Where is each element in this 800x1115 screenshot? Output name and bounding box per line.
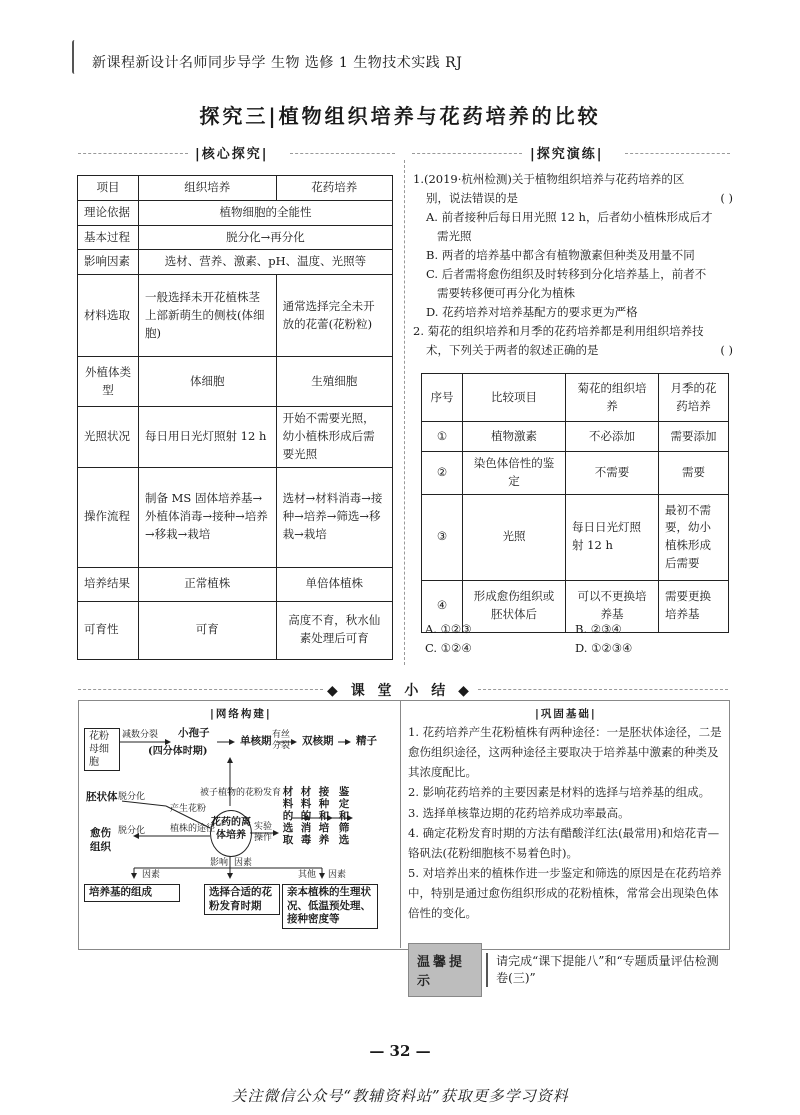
tip-badge: 温馨提示 [408,943,482,997]
factor-label: 因素 [234,858,253,868]
cell: ① [422,422,463,452]
table-row [78,275,393,357]
cell: 脱分化→再分化 [139,225,393,250]
cell: 不需要 [566,452,659,495]
microspore-label: 小孢子 [174,726,214,742]
step-material-selection: 材料的选取 [282,786,294,847]
mitosis-label: 有丝分裂 [272,730,291,751]
cell: 单倍体植株 [276,567,392,601]
questions-area [413,170,733,360]
summary-title: ◆ 课 堂 小 结 ◆ [327,683,473,699]
network-label: |网络构建| [210,708,272,720]
summary-divider [400,700,401,948]
cell: 需要 [659,452,729,495]
q1-option-d[interactable]: D. 花药培养对培养基配方的要求更为严格 [426,304,638,319]
row-label: 理论依据 [78,200,139,225]
factor-label: 因素 [142,870,161,880]
cell: 通常选择完全未开放的花蕾(花粉粒) [276,275,392,357]
cell: 形成愈伤组织或胚状体后 [463,580,566,632]
cell: 可以不更换培养基 [566,580,659,632]
table-header-row [422,374,729,422]
tetrad-label: (四分体时期) [148,746,208,757]
table-row [78,225,393,250]
basics-label: |巩固基础| [535,708,597,720]
cell: 光照 [463,494,566,580]
cell: 需要添加 [659,422,729,452]
core-inquiry-label: |核心探究| [195,147,269,162]
answer-blank[interactable]: ( ) [720,190,733,205]
table-row [78,601,393,659]
step-identification-screening: 鉴定和筛选 [338,786,350,847]
divider [78,153,188,154]
list-item: 3. 选择单核靠边期的花药培养成功率最高。 [408,805,630,820]
divider [290,153,395,154]
cell: 开始不需要光照，幼小植株形成后需要光照 [276,407,392,467]
row-label: 影响因素 [78,250,139,275]
pollen-mother-cell-box: 花粉母细胞 [84,728,120,771]
step-material-disinfection: 材料的消毒 [300,786,312,847]
q2-options [425,620,725,658]
binucleate-label: 双核期 [298,734,338,750]
divider [412,153,522,154]
q2-table [421,373,729,633]
row-label: 基本过程 [78,225,139,250]
list-item: 2. 影响花药培养的主要因素是材料的选择与培养基的组成。 [408,785,711,800]
q1-option-a[interactable]: A. 前者接种后每日用光照 12 h，后者幼小植株形成后才 [426,209,713,224]
footer-note: 关注微信公众号“教辅资料站”获取更多学习资料 [231,1087,569,1105]
anther-culture-center: 花药的离体培养 [210,810,252,857]
table-row [422,422,729,452]
list-item: 4. 确定花粉发育时期的方法有醋酸洋红法(最常用)和焙花青—铬矾法(花粉细胞核不易着色时)。 [408,825,720,860]
table-row [78,250,393,275]
table-row [78,567,393,601]
cell: 植物细胞的全能性 [139,200,393,225]
option-row [425,639,725,658]
row-label: 外植体类型 [78,357,139,407]
q1-option-c-cont: 需要转移便可再分化为植株 [437,285,575,300]
table-row [422,494,729,580]
option-row [425,620,725,639]
produce-pollen-label: 产生花粉 [170,804,207,814]
cell: ③ [422,494,463,580]
cell: 每日用日光灯照射 12 h [139,407,277,467]
row-label: 可育性 [78,601,139,659]
cell: 选材、营养、激素、pH、温度、光照等 [139,250,393,275]
column-divider [404,160,405,665]
warm-tip [408,952,726,988]
other-label: 其他 [298,870,317,880]
pollen-development-label: 被子植物的花粉发育 [200,788,282,798]
factor-label: 因素 [328,870,347,880]
influence-label: 影响 [210,858,229,868]
cell: 制备 MS 固体培养基→外植体消毒→接种→培养→移栽→栽培 [139,467,277,567]
list-item: 1. 花药培养产生花粉植株有两种途径：一是胚状体途径，二是愈伤组织途径，这两种途径主要取决于培养基中激素的种类及其浓度配比。 [408,725,722,780]
sperm-label: 精子 [352,734,381,750]
table-header-cell: 项目 [78,176,139,201]
table-row [422,452,729,495]
experiment-label: 实验操作 [254,822,273,843]
table-header-row [78,176,393,201]
divider [625,153,730,154]
q1-option-a-cont: 需光照 [437,228,472,243]
row-label: 材料选取 [78,275,139,357]
cell: ② [422,452,463,495]
medium-composition-box: 培养基的组成 [84,884,180,902]
pollen-stage-box: 选择合适的花粉发育时期 [204,884,280,915]
concept-map [82,718,396,943]
cell: 生殖细胞 [276,357,392,407]
q2-option-d[interactable]: D. ①②③④ [575,640,633,655]
dedifferentiation-label-2: 脱分化 [118,826,146,836]
dedifferentiation-label: 脱分化 [118,792,146,802]
row-label: 培养结果 [78,567,139,601]
page-title: 探究三|植物组织培养与花药培养的比较 [199,104,601,128]
table-row [78,200,393,225]
meiosis-label: 减数分裂 [122,730,159,740]
running-header: 新课程新设计名师同步导学 生物 选修 1 生物技术实践 RJ [92,55,463,71]
comparison-table [77,175,393,660]
cell: 正常植株 [139,567,277,601]
answer-blank[interactable]: ( ) [720,342,733,357]
q2-stem-line: 术，下列关于两者的叙述正确的是 [426,342,599,357]
q1-option-c[interactable]: C. 后者需将愈伤组织及时转移到分化培养基上，前者不 [426,266,707,281]
q1-option-b[interactable]: B. 两者的培养基中都含有植物激素但种类及用量不同 [426,247,695,262]
table-header-cell: 菊花的组织培养 [566,374,659,422]
plant-route-label: 植株的途径 [170,824,216,834]
callus-label: 愈伤组织 [86,826,120,855]
embryoid-label: 胚状体 [82,790,122,806]
table-row [78,467,393,567]
cell: 每日日光灯照射 12 h [566,494,659,580]
table-header-cell: 序号 [422,374,463,422]
practice-label: |探究演练| [530,147,604,162]
row-label: 光照状况 [78,407,139,467]
tip-text: 请完成“课下提能八”和“专题质量评估检测卷(三)” [486,953,726,988]
cell: 可育 [139,601,277,659]
cell: 需要更换培养基 [659,580,729,632]
q2-option-b[interactable]: B. ②③④ [575,622,622,636]
list-item: 5. 对培养出来的植株作进一步鉴定和筛选的原因是在花药培养中，特别是通过愈伤组织形成的花粉植株，常常会出现染色体倍性的变化。 [408,865,722,921]
q2-option-a[interactable]: A. ①②③ [425,622,472,636]
uninucleate-label: 单核期 [236,734,276,750]
cell: 一般选择未开花植株茎上部新萌生的侧枝(体细胞) [139,275,277,357]
step-inoculation-culture: 接种和培养 [318,786,330,847]
q2-stem-2 [413,341,733,360]
q1-stem-line: 1.(2019·杭州检测)关于植物组织培养与花药培养的区 [413,172,685,186]
q1-stem-line: 别，说法错误的是 [426,190,518,205]
header-bracket [72,40,77,74]
cell: 不必添加 [566,422,659,452]
cell: 最初不需要，幼小植株形成后需要 [659,494,729,580]
cell: 选材→材料消毒→接种→培养→筛选→移栽→栽培 [276,467,392,567]
table-header-cell: 组织培养 [139,176,277,201]
table-header-cell: 月季的花药培养 [659,374,729,422]
cell: 植物激素 [463,422,566,452]
basics-list [408,722,724,923]
table-header-cell: 比较项目 [463,374,566,422]
parent-plant-box: 亲本植株的生理状况、低温预处理、接种密度等 [282,884,378,929]
cell: 高度不育，秋水仙素处理后可育 [276,601,392,659]
table-row [78,407,393,467]
table-row [78,357,393,407]
cell: ④ [422,580,463,632]
cell: 染色体倍性的鉴定 [463,452,566,495]
page-number: — 32 — [369,1042,431,1060]
row-label: 操作流程 [78,467,139,567]
q2-stem: 2. 菊花的组织培养和月季的花药培养都是利用组织培养技 [413,323,704,338]
q2-option-c[interactable]: C. ①②④ [425,640,472,655]
q1-stem-2 [413,189,733,208]
q1-stem [413,170,733,189]
table-header-cell: 花药培养 [276,176,392,201]
cell: 体细胞 [139,357,277,407]
